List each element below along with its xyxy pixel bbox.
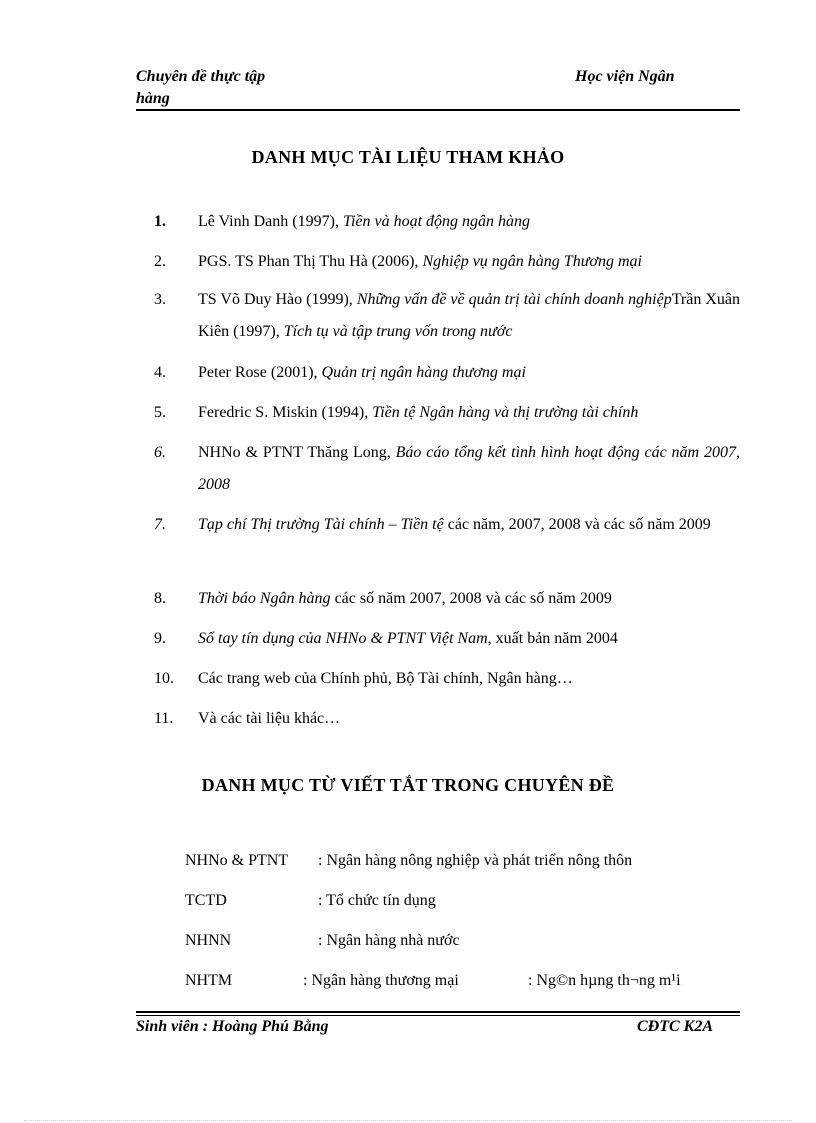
reference-number: 1. [154, 213, 166, 230]
reference-work: Tạp chí Thị trường Tài chính – Tiền tệ [198, 516, 444, 533]
abbreviation-term: NHTM [185, 972, 233, 989]
header-left-line1: Chuyên đề thực tập [136, 68, 266, 85]
reference-text: Và các tài liệu khác… [198, 710, 341, 727]
reference-number: 7. [154, 516, 166, 533]
reference-author: Peter Rose (2001), [198, 364, 322, 381]
footer-student: Sinh viên : Hoàng Phú Bằng [136, 1018, 329, 1035]
footer-rule-bottom [136, 1015, 740, 1016]
abbreviation-term: TCTD [185, 892, 227, 909]
reference-number: 8. [154, 590, 166, 607]
reference-number: 11. [154, 710, 174, 727]
reference-item [136, 509, 740, 573]
reference-work: Tiền tệ Ngân hàng và thị trường tài chính [372, 404, 639, 421]
header-right: Học viện Ngân [575, 68, 675, 85]
reference-work: Nghiệp vụ ngân hàng Thương mại [422, 253, 642, 270]
abbreviations-title: DANH MỤC TỪ VIẾT TẮT TRONG CHUYÊN ĐỀ [201, 775, 615, 795]
reference-author: PGS. TS Phan Thị Thu Hà (2006), [198, 253, 423, 270]
reference-work-2: Tích tụ và tập trung vốn trong nước [283, 323, 513, 340]
reference-number: 4. [154, 364, 166, 381]
reference-work: Quản trị ngân hàng thương mại [321, 364, 526, 381]
reference-text: Các trang web của Chính phủ, Bộ Tài chính, Ngân hàng… [198, 670, 573, 687]
page-edge-dotted-line [24, 1120, 792, 1121]
reference-number: 9. [154, 630, 166, 647]
reference-author: Feredric S. Miskin (1994), [198, 404, 373, 421]
header-left [136, 66, 265, 110]
reference-work: Tiền và hoạt động ngân hàng [342, 213, 531, 230]
reference-author: NHNo & PTNT Thăng Long, [198, 444, 396, 461]
reference-author: TS Võ Duy Hào (1999), [198, 291, 357, 308]
reference-rest: các số năm 2007, 2008 và các số năm 2009 [330, 590, 612, 607]
footer-class: CĐTC K2A [637, 1018, 714, 1035]
reference-author: Lê Vinh Danh (1997), [198, 213, 343, 230]
reference-rest: các năm, 2007, 2008 và các số năm 2009 [443, 516, 711, 533]
reference-item [136, 663, 740, 695]
abbreviation-garbled-text: : Ng©n hµng th¬ng m¹i [528, 972, 681, 989]
reference-item [136, 397, 740, 429]
reference-item [136, 357, 740, 389]
reference-work: Báo cáo tổng kết tình hình hoạt động các năm 2007, 2008 [198, 444, 740, 493]
footer-rule-top [136, 1011, 740, 1013]
reference-number: 3. [154, 291, 166, 308]
reference-work: Sổ tay tín dụng của NHNo & PTNT Việt Nam [198, 630, 488, 647]
header-left-line2: hàng [136, 90, 170, 107]
reference-number: 10. [154, 670, 174, 687]
reference-author-2: Trần Xuân Kiên (1997), [198, 291, 741, 340]
abbreviation-definition: : Tổ chức tín dụng [318, 892, 436, 909]
reference-number: 5. [154, 404, 166, 421]
reference-item [136, 583, 740, 615]
abbreviation-definition: : Ngân hàng thương mại [303, 972, 459, 989]
reference-work: Thời báo Ngân hàng [198, 590, 331, 607]
abbreviation-definition: : Ngân hàng nông nghiệp và phát triển nông thôn [318, 852, 633, 869]
reference-number: 2. [154, 253, 166, 270]
reference-item [136, 437, 740, 501]
reference-rest: , xuất bản năm 2004 [487, 630, 618, 647]
abbreviation-term: NHNo & PTNT [185, 852, 289, 869]
reference-item [136, 623, 740, 655]
reference-item [136, 206, 740, 238]
references-title: DANH MỤC TÀI LIỆU THAM KHẢO [251, 147, 565, 167]
reference-item [136, 246, 740, 278]
abbreviation-term: NHNN [185, 932, 232, 949]
header-rule [136, 109, 740, 111]
reference-item [136, 284, 740, 348]
abbreviation-definition: : Ngân hàng nhà nước [318, 932, 460, 949]
reference-item [136, 703, 740, 735]
reference-number: 6. [154, 444, 166, 461]
reference-work: Những vấn đề về quản trị tài chính doanh nghiệp [356, 291, 672, 308]
